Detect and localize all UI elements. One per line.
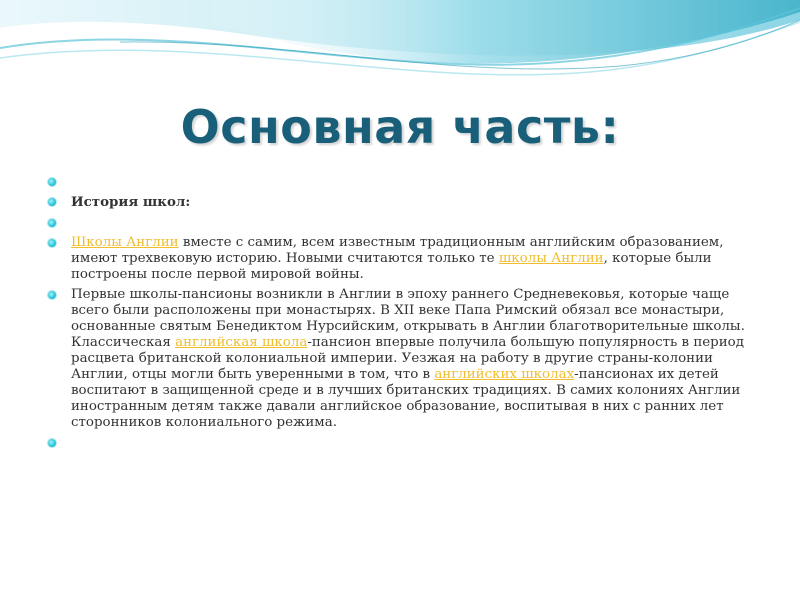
bullet-icon xyxy=(48,239,56,247)
paragraph-text: , которые были построены после первой мировой войны. xyxy=(71,251,712,282)
list-item xyxy=(48,194,748,211)
link-schools-england[interactable]: Школы Англии xyxy=(71,235,179,250)
bullet-icon xyxy=(48,178,56,186)
paragraph-text: вместе с самим, всем известным традиционным английским образованием, имеют трехвековую историю. Новыми считаются только те xyxy=(71,235,724,266)
bullet-icon xyxy=(48,291,56,299)
paragraph-text: -пансион впервые получила большую популярность в период расцвета британской колониальной империи. Уезжая на работу в другие страны-колонии Англии, отцы могли быть уверенными в том, что в xyxy=(71,335,744,382)
paragraph-text: Первые школы-пансионы возникли в Англии в эпоху раннего Средневековья, которые чаще всего были расположены при монастырях. В XII веке Папа Римский обязал все монастыри, основанные святым Бенедиктом Нурсийским, открывать в Англии благотворительные школы. Классическая xyxy=(71,287,745,350)
link-english-schools[interactable]: английских школах xyxy=(434,367,575,382)
bullet-icon xyxy=(48,439,56,447)
bullet-icon xyxy=(48,219,56,227)
bullet-icon xyxy=(48,198,56,206)
list-item xyxy=(48,435,748,451)
paragraph-text: -пансионах их детей воспитают в защищенной среде и в лучших британских традициях. В самих колониях Англии иностранным детям также давали английское образование, воспитывая в них с ранних лет сторонников колониального режима. xyxy=(71,367,741,430)
link-schools-england-2[interactable]: школы Англии xyxy=(498,251,604,266)
list-item xyxy=(48,174,748,190)
bullet-list xyxy=(48,174,748,455)
list-item xyxy=(48,215,748,231)
link-english-school[interactable]: английская школа xyxy=(175,335,308,350)
slide-title: Основная часть: xyxy=(180,100,620,154)
list-item xyxy=(48,235,748,283)
list-item xyxy=(48,287,748,431)
section-heading: История школ: xyxy=(71,194,191,210)
